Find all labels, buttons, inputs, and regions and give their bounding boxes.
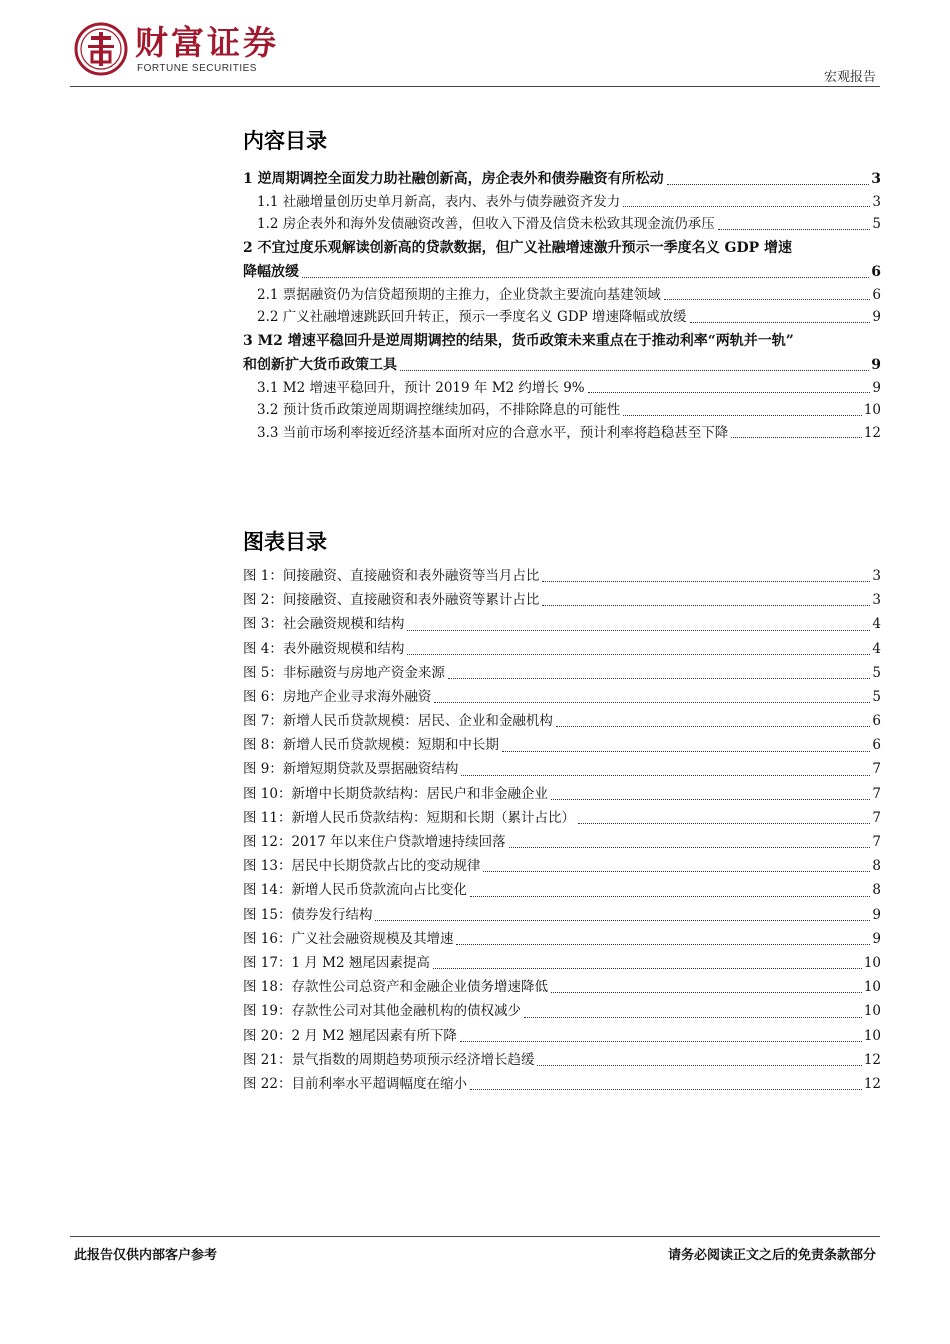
figure-entry-text: 图 3：社会融资规模和结构 (243, 616, 405, 633)
leader-dots (448, 678, 871, 679)
figures-title: 图表目录 (243, 529, 327, 554)
figure-entry-page: 10 (863, 954, 881, 971)
figure-entry-page: 8 (872, 858, 881, 875)
footer-disclaimer-right: 请务必阅读正文之后的免责条款部分 (667, 1248, 876, 1263)
leader-dots (551, 992, 862, 993)
toc-entry-text-cont: 和创新扩大货币政策工具 (243, 356, 397, 373)
toc-entry-text: 1 逆周期调控全面发力助社融创新高，房企表外和债券融资有所松动 (243, 171, 664, 187)
figure-entry-text: 图 5：非标融资与房地产资金来源 (243, 664, 445, 681)
toc-entry-text: 1.1 社融增量创历史单月新高，表内、表外与债券融资齐发力 (257, 193, 621, 210)
toc-entry[interactable] (243, 191, 881, 214)
figure-entry-text: 图 4：表外融资规模和结构 (243, 640, 405, 657)
figure-entry[interactable] (243, 854, 881, 878)
figure-entry-text: 图 18：存款性公司总资产和金融企业债务增速降低 (243, 979, 548, 996)
figure-entry-text: 图 1：间接融资、直接融资和表外融资等当月占比 (243, 567, 540, 584)
brand-name-cn: 财富证券 (135, 23, 279, 62)
header-divider (70, 86, 880, 87)
leader-dots (524, 1017, 862, 1018)
leader-dots (434, 702, 870, 703)
leader-dots (509, 847, 871, 848)
leader-dots (588, 392, 871, 393)
leader-dots (623, 206, 870, 207)
footer-divider (70, 1236, 880, 1237)
figure-entry[interactable] (243, 1024, 881, 1048)
figure-entry[interactable] (243, 999, 881, 1023)
figure-entry-text: 图 16：广义社会融资规模及其增速 (243, 930, 454, 947)
figure-entry-page: 9 (872, 930, 881, 947)
toc-entry-page: 9 (871, 356, 881, 373)
figure-entry-page: 3 (872, 567, 881, 584)
figure-entry-text: 图 17：1 月 M2 翘尾因素提高 (243, 954, 430, 971)
toc-entry-page: 9 (872, 379, 881, 396)
figure-entry[interactable] (243, 1072, 881, 1096)
figure-entry[interactable] (243, 806, 881, 830)
leader-dots (470, 1089, 862, 1090)
toc-entry-page: 6 (871, 263, 881, 280)
figure-entry[interactable] (243, 685, 881, 709)
figure-entry-text: 图 9：新增短期贷款及票据融资结构 (243, 761, 459, 778)
figure-entry-page: 5 (872, 688, 881, 705)
leader-dots (542, 605, 870, 606)
leader-dots (483, 871, 870, 872)
figure-entry-page: 6 (872, 713, 881, 730)
figure-entry-page: 10 (863, 1027, 881, 1044)
leader-dots (302, 277, 869, 278)
figure-entry[interactable] (243, 1048, 881, 1072)
toc-entry-text: 3.1 M2 增速平稳回升，预计 2019 年 M2 约增长 9% (257, 379, 585, 396)
figure-entry[interactable] (243, 758, 881, 782)
leader-dots (556, 726, 871, 727)
toc-entry-text: 2.2 广义社融增速跳跃回升转正，预示一季度名义 GDP 增速降幅或放缓 (257, 309, 687, 325)
toc-entry-text: 2.1 票据融资仍为信贷超预期的主推力，企业贷款主要流向基建领域 (257, 286, 661, 303)
figure-entry-text: 图 6：房地产企业寻求海外融资 (243, 688, 432, 705)
leader-dots (667, 184, 870, 185)
figure-entry[interactable] (243, 588, 881, 612)
leader-dots (718, 229, 871, 230)
figure-entry-page: 7 (872, 809, 881, 826)
toc-entry-text: 3 M2 增速平稳回升是逆周期调控的结果，货币政策未来重点在于推动利率“两轨并一轨” (243, 332, 794, 349)
leader-dots (470, 896, 870, 897)
figure-entry[interactable] (243, 975, 881, 999)
figure-entry-text: 图 19：存款性公司对其他金融机构的债权减少 (243, 1003, 521, 1020)
figure-entry-page: 10 (863, 1003, 881, 1020)
figure-entry-text: 图 13：居民中长期贷款占比的变动规律 (243, 858, 481, 875)
figure-entry-text: 图 2：间接融资、直接融资和表外融资等累计占比 (243, 592, 540, 609)
toc-entry[interactable] (243, 168, 881, 191)
figure-entry[interactable] (243, 637, 881, 661)
figure-entry[interactable] (243, 782, 881, 806)
figure-entry[interactable] (243, 564, 881, 588)
leader-dots (690, 322, 871, 323)
leader-dots (664, 299, 871, 300)
figure-entry-text: 图 15：债券发行结构 (243, 906, 373, 923)
company-logo-icon (74, 22, 128, 76)
leader-dots (433, 968, 862, 969)
figure-entry[interactable] (243, 951, 881, 975)
brand-name-en: FORTUNE SECURITIES (137, 63, 257, 74)
leader-dots (551, 799, 870, 800)
leader-dots (731, 437, 862, 438)
toc-entry-text: 3.3 当前市场利率接近经济基本面所对应的合意水平，预计利率将趋稳甚至下降 (257, 424, 729, 441)
toc-entry-page: 3 (872, 193, 881, 210)
toc-entry-text-cont: 降幅放缓 (243, 263, 299, 280)
figure-entry-text: 图 8：新增人民币贷款规模：短期和中长期 (243, 737, 499, 754)
figure-entry-text: 图 14：新增人民币贷款流向占比变化 (243, 882, 467, 899)
footer-disclaimer-left: 此报告仅供内部客户参考 (74, 1248, 218, 1263)
leader-dots (542, 581, 870, 582)
figure-entry-page: 9 (872, 906, 881, 923)
leader-dots (461, 775, 870, 776)
figure-entry[interactable] (243, 709, 881, 733)
toc-entry[interactable] (243, 399, 881, 422)
figure-entry-text: 图 21：景气指数的周期趋势项预示经济增长趋缓 (243, 1051, 535, 1068)
figure-entry-page: 7 (872, 834, 881, 851)
leader-dots (456, 944, 870, 945)
figure-entry[interactable] (243, 830, 881, 854)
figure-entry[interactable] (243, 927, 881, 951)
leader-dots (537, 1065, 861, 1066)
toc-entry-page: 9 (872, 309, 881, 325)
toc-entry[interactable] (243, 329, 881, 377)
toc-entry-text: 2 不宜过度乐观解读创新高的贷款数据，但广义社融增速激升预示一季度名义 GDP 增速 (243, 239, 792, 256)
toc-entry-page: 5 (872, 216, 881, 232)
figure-entry[interactable] (243, 612, 881, 636)
figure-entry-page: 5 (872, 664, 881, 681)
toc-entry-text: 3.2 预计货币政策逆周期调控继续加码，不排除降息的可能性 (257, 402, 621, 418)
toc-entry[interactable] (243, 236, 881, 284)
toc-entry-page: 12 (863, 424, 881, 441)
figure-entry-text: 图 12：2017 年以来住户贷款增速持续回落 (243, 834, 506, 851)
toc-entry-text: 1.2 房企表外和海外发债融资改善，但收入下滑及信贷未松致其现金流仍承压 (257, 216, 715, 232)
figure-list (243, 564, 881, 1096)
toc-entry[interactable] (243, 377, 881, 400)
figure-entry-page: 4 (872, 640, 881, 657)
toc-entry-page: 10 (863, 402, 881, 418)
figure-entry-text: 图 22：目前利率水平超调幅度在缩小 (243, 1075, 467, 1092)
toc-entry-page: 6 (872, 286, 881, 303)
leader-dots (400, 370, 869, 371)
figure-entry-page: 12 (863, 1075, 881, 1092)
figure-entry-page: 12 (863, 1051, 881, 1068)
toc-list (243, 168, 881, 444)
leader-dots (578, 823, 870, 824)
leader-dots (460, 1041, 862, 1042)
figure-entry-page: 6 (872, 737, 881, 754)
toc-entry-page: 3 (871, 171, 881, 187)
leader-dots (407, 654, 870, 655)
figure-entry[interactable] (243, 878, 881, 902)
figure-entry-text: 图 7：新增人民币贷款规模：居民、企业和金融机构 (243, 713, 553, 730)
figure-entry-page: 3 (872, 592, 881, 609)
leader-dots (623, 415, 862, 416)
toc-title: 内容目录 (243, 128, 327, 153)
report-type: 宏观报告 (823, 70, 876, 85)
figure-entry-page: 10 (863, 979, 881, 996)
toc-entry[interactable] (243, 306, 881, 329)
figure-entry-text: 图 20：2 月 M2 翘尾因素有所下降 (243, 1027, 457, 1044)
toc-entry[interactable] (243, 422, 881, 445)
figure-entry-page: 4 (872, 616, 881, 633)
toc-entry[interactable] (243, 213, 881, 236)
leader-dots (375, 920, 870, 921)
figure-entry-page: 7 (872, 761, 881, 778)
leader-dots (502, 751, 871, 752)
toc-entry[interactable] (243, 284, 881, 307)
figure-entry[interactable] (243, 661, 881, 685)
figure-entry-text: 图 11：新增人民币贷款结构：短期和长期（累计占比） (243, 809, 575, 826)
leader-dots (407, 630, 870, 631)
page-header (0, 0, 950, 90)
figure-entry-page: 7 (872, 785, 881, 802)
figure-entry-text: 图 10：新增中长期贷款结构：居民户和非金融企业 (243, 785, 548, 802)
figure-entry-page: 8 (872, 882, 881, 899)
figure-entry[interactable] (243, 733, 881, 757)
figure-entry[interactable] (243, 903, 881, 927)
